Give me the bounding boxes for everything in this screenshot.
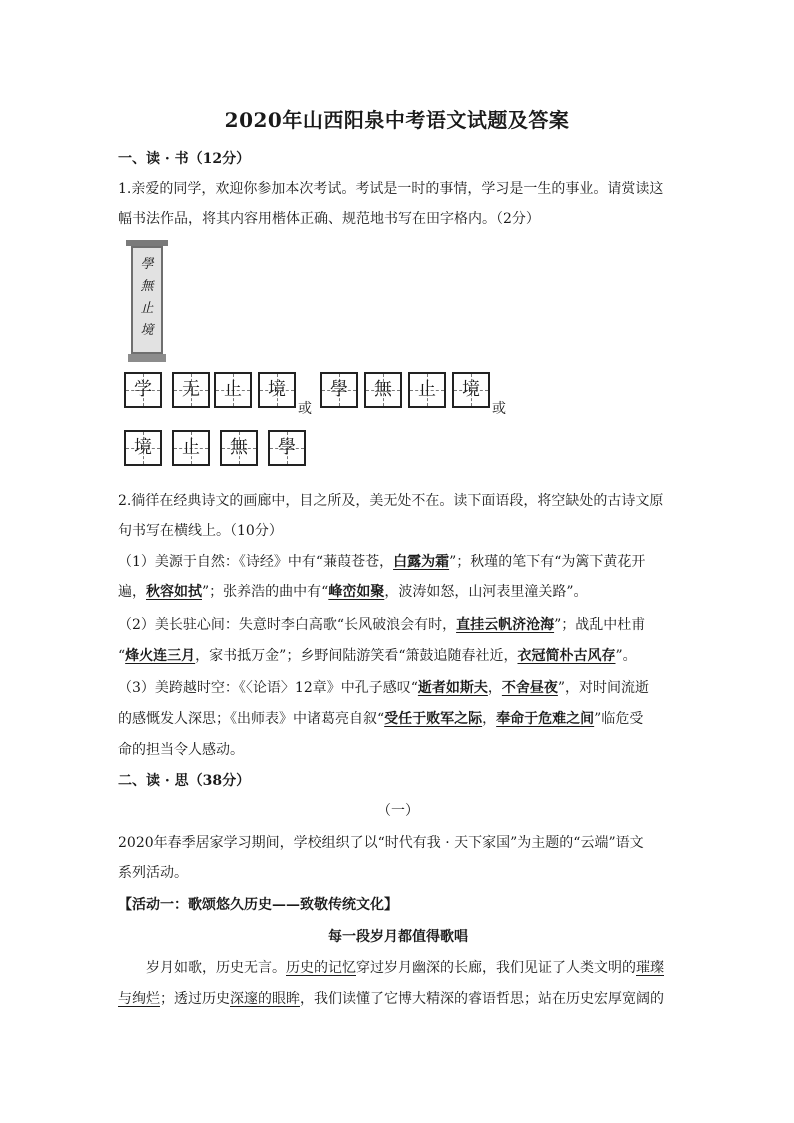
q2-text-line2: 句书写在横线上。（10分） <box>118 523 283 539</box>
grid-char: 無 <box>374 379 392 400</box>
text-span: ”；战乱中杜甫 <box>554 617 646 633</box>
answer-text: 秋容如拭 <box>146 584 202 600</box>
q1-text-line1: 1.亲爱的同学，欢迎你参加本次考试。考试是一时的事情，学习是一生的事业。请赏读这 <box>118 181 664 197</box>
scroll-char-4: 境 <box>140 323 154 338</box>
part-label: （一） <box>377 803 419 819</box>
grid-box <box>214 372 252 408</box>
section1-heading: 一、读 · 书（12分） <box>118 151 251 167</box>
underlined-text: 与绚烂 <box>118 991 160 1007</box>
grid-box <box>172 372 210 408</box>
scroll-bottom-rod <box>128 354 166 362</box>
text-span: （1）美源于自然：《诗经》中有“蒹葭苍苍， <box>118 554 394 570</box>
grid-char: 學 <box>278 437 296 458</box>
text-span: ， <box>487 680 502 696</box>
text-span: “ <box>118 648 126 664</box>
article-line1 <box>146 957 686 977</box>
q2-part1-line1 <box>118 551 688 571</box>
intro-line1: 2020年春季居家学习期间，学校组织了以“时代有我 · 天下家国”为主题的“云端”语文 <box>118 835 644 851</box>
page-title: 2020年山西阳泉中考语文试题及答案 <box>224 108 570 132</box>
grid-box <box>408 372 446 408</box>
q2-part1-line2 <box>118 581 688 601</box>
calligraphy-scroll-image <box>126 240 168 362</box>
answer-text: 峰峦如聚 <box>328 584 385 600</box>
text-span: ，我们读懂了它博大精深的睿语哲思；站在历史宏厚宽阔的 <box>300 991 664 1007</box>
text-span: ”，对时间流逝 <box>557 680 650 696</box>
grid-char: 止 <box>224 379 242 400</box>
text-span: 穿过岁月幽深的长廊，我们见证了人类文明的 <box>356 960 636 976</box>
or-label: 或 <box>298 401 312 417</box>
grid-char: 学 <box>134 379 152 400</box>
answer-text: 白露为霜 <box>393 554 450 570</box>
answer-text: 直挂云帆济沧海 <box>456 617 555 633</box>
text-span: ”；张养浩的曲中有“ <box>202 584 329 600</box>
grid-box <box>320 372 358 408</box>
q2-part3-line2 <box>118 708 688 728</box>
grid-box <box>452 372 490 408</box>
grid-char: 止 <box>418 379 436 400</box>
q2-part3-line1 <box>118 677 688 697</box>
answer-text: 逝者如斯夫 <box>417 680 488 696</box>
text-span: ，家书抵万金”；乡野间陆游笑看“箫鼓追随春社近， <box>195 648 518 664</box>
text-span: 的感慨发人深思；《出师表》中诸葛亮自叙“ <box>118 711 385 727</box>
answer-text: 不舍昼夜 <box>501 680 558 696</box>
grid-char: 无 <box>182 379 200 400</box>
answer-text: 衣冠简朴古风存 <box>517 648 616 664</box>
section2-heading: 二、读 · 思（38分） <box>118 773 251 789</box>
grid-char: 無 <box>230 437 248 458</box>
text-span: ”临危受 <box>594 711 644 727</box>
scroll-calligraphy-text <box>133 254 161 342</box>
grid-char: 境 <box>134 437 152 458</box>
text-span: ”。 <box>615 648 637 664</box>
or-label: 或 <box>492 401 506 417</box>
scroll-paper <box>131 246 163 354</box>
underlined-text: 璀璨 <box>636 960 664 976</box>
q2-part3-line3: 命的担当令人感动。 <box>118 742 244 758</box>
grid-char: 學 <box>330 379 348 400</box>
grid-char: 止 <box>182 437 200 458</box>
grid-char: 境 <box>268 379 286 400</box>
text-span: 遍， <box>118 584 146 600</box>
text-span: 岁月如歌，历史无言。 <box>146 960 286 976</box>
text-span: （3）美跨越时空：《〈论语〉12章》中孔子感叹“ <box>118 680 418 696</box>
underlined-text: 历史的记忆 <box>286 960 356 976</box>
text-span: ”；秋瑾的笔下有“为篱下黄花开 <box>449 554 646 570</box>
article-title: 每一段岁月都值得歌唱 <box>328 929 468 945</box>
q2-text-line1: 2.徜徉在经典诗文的画廊中，目之所及，美无处不在。读下面语段，将空缺处的古诗文原 <box>118 493 664 509</box>
scroll-char-1: 學 <box>140 257 154 272</box>
answer-text: 受任于败军之际 <box>384 711 483 727</box>
grid-box <box>172 430 210 466</box>
activity1-heading: 【活动一：歌颂悠久历史——致敬传统文化】 <box>118 897 398 913</box>
grid-box <box>364 372 402 408</box>
scroll-char-3: 止 <box>140 301 154 316</box>
article-line2 <box>118 988 688 1008</box>
grid-box <box>268 430 306 466</box>
grid-box <box>220 430 258 466</box>
grid-box <box>124 430 162 466</box>
q1-text-line2: 幅书法作品，将其内容用楷体正确、规范地书写在田字格内。（2分） <box>118 211 540 227</box>
scroll-char-2: 無 <box>140 279 154 294</box>
intro-line2: 系列活动。 <box>118 865 188 881</box>
answer-text: 烽火连三月 <box>125 648 196 664</box>
text-span: （2）美长驻心间：失意时李白高歌“长风破浪会有时， <box>118 617 457 633</box>
text-span: ；透过历史 <box>160 991 230 1007</box>
q2-part2-line2 <box>118 645 688 665</box>
answer-text: 奉命于危难之间 <box>496 711 595 727</box>
underlined-text: 深邃的眼眸 <box>230 991 300 1007</box>
text-span: ，波涛如怒，山河表里潼关路”。 <box>384 584 588 600</box>
grid-box <box>258 372 296 408</box>
grid-box <box>124 372 162 408</box>
q2-part2-line1 <box>118 614 688 634</box>
text-span: ， <box>482 711 497 727</box>
grid-char: 境 <box>462 379 480 400</box>
